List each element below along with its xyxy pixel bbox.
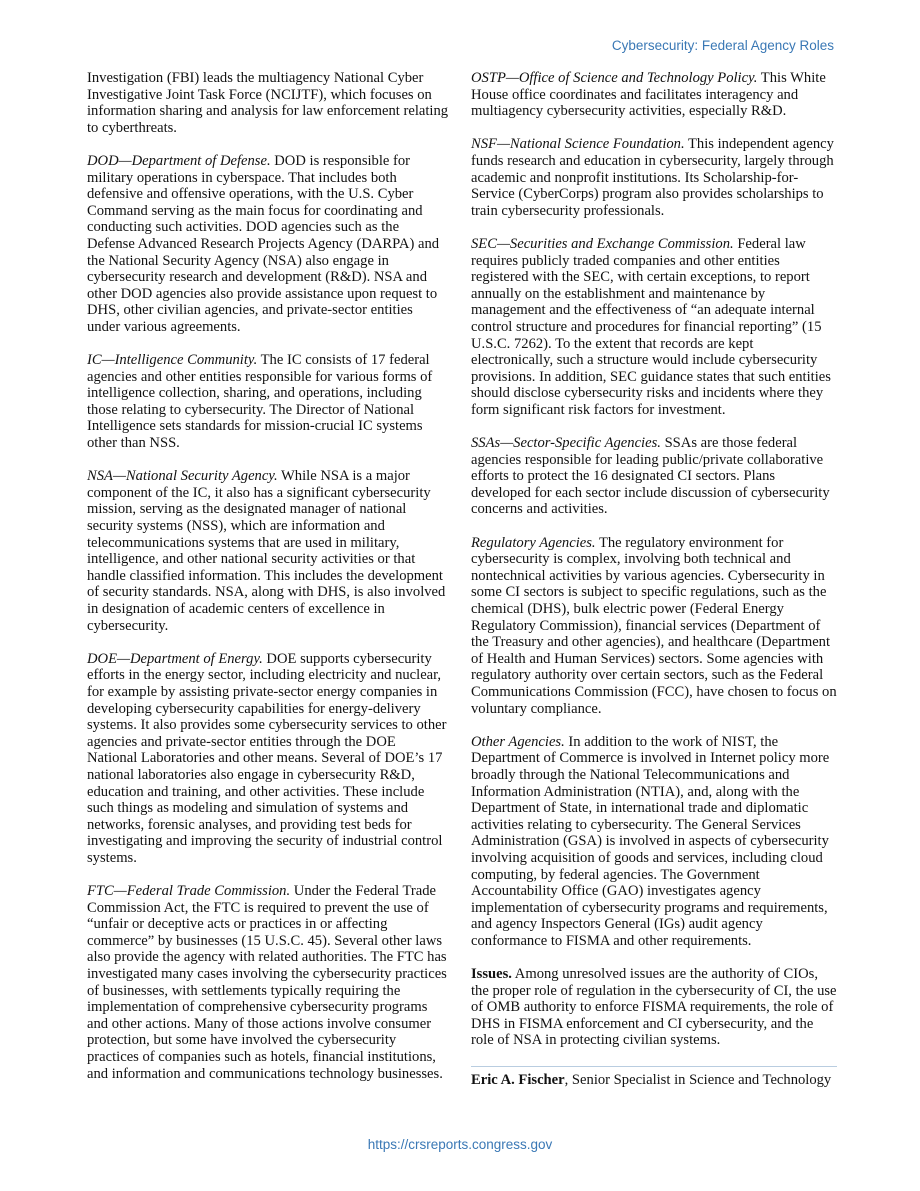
term-nsf: NSF—National Science Foundation. [471,136,685,153]
paragraph-text: SSAs are those federal agencies responsible for leading public/private collaborative efforts to protect the 16 designated CI sectors. Plans developed for each sector include discussion of cybersecurity concerns and activities. [471,435,830,518]
paragraph-nsa [87,468,449,634]
paragraph-text: The regulatory environment for cybersecurity is complex, involving both technical and nontechnical activities by various agencies. Cybersecurity in some CI sectors is subject to specific regulations, such as the chemical (DHS), bulk electric power (Federal Energy Regulatory Commission), financial services (Department of the Treasury and other agencies), and healthcare (Department of Health and Human Services) sectors. Some agencies with regulatory authority over certain sectors, such as the Federal Communications Commission (FCC), have chosen to focus on voluntary compliance. [471,534,837,717]
paragraph-text: Among unresolved issues are the authority of CIOs, the proper role of regulation in the cybersecurity of CI, the use of OMB authority to enforce FISMA requirements, the role of DHS in FISMA enforcement and CI cybersecurity, and the role of NSA in protecting civilian systems. [471,966,837,1049]
paragraph-text: Under the Federal Trade Commission Act, the FTC is required to prevent the use of “unfair or deceptive acts or practices in or affecting commerce” by businesses (15 U.S.C. 45). Several other laws also provide the agency with related authorities. The FTC has investigated many cases involving the cybersecurity practices of businesses, with settlements typically requiring the implementation of comprehensive cybersecurity programs and other actions. Many of those actions involve consumer protection, but some have involved the cybersecurity practices of companies such as hotels, financial institutions, and information and communications technology businesses. [87,883,447,1082]
term-nsa: NSA—National Security Agency. [87,468,278,485]
left-column [87,70,449,1099]
paragraph-text: This White House office coordinates and facilitates interagency and multiagency cybersecurity activities, especially R&D. [471,70,826,120]
right-column [471,70,837,1105]
author-name: Eric A. Fischer [471,1071,565,1088]
term-ostp: OSTP—Office of Science and Technology Policy. [471,70,758,86]
term-regulatory: Regulatory Agencies. [471,534,596,551]
paragraph-nsf [471,136,837,219]
paragraph-text: While NSA is a major component of the IC, it also has a significant cybersecurity mission, serving as the designated manager of national security systems (NSS), which are information and telecommunications systems that are used in military, intelligence, and other national security activities or that handle classified information. This includes the development of security standards. NSA, along with DHS, is also involved in designation of academic centers of excellence in cybersecurity. [87,468,446,634]
paragraph-dod [87,153,449,336]
term-doe: DOE—Department of Energy. [87,650,263,667]
term-ssas: SSAs—Sector-Specific Agencies. [471,435,661,452]
term-ic: IC—Intelligence Community. [87,352,258,369]
paragraph-text: DOE supports cybersecurity efforts in the energy sector, including electricity and nuclear, for example by assisting private-sector energy companies in developing cybersecurity capabilities for energy-delivery systems. It also provides some cybersecurity services to other agencies and private-sector entities through the DOE National Laboratories and other means. Several of DOE’s 17 national laboratories also engage in cybersecurity R&D, education and training, and other activities. These include such things as modeling and simulation of systems and networks, forensic analyses, and providing test beds for investigating and improving the security of industrial control systems. [87,650,447,866]
paragraph-ftc [87,883,449,1082]
author-line [471,1072,837,1089]
paragraph-ic [87,352,449,452]
term-issues: Issues. [471,966,512,983]
paragraph-text: Investigation (FBI) leads the multiagency National Cyber Investigative Joint Task Force (NCIJTF), which focuses on information sharing and analysis for law enforcement relating to cyberthreats. [87,70,449,136]
paragraph-text: The IC consists of 17 federal agencies and other entities responsible for various forms of intelligence collection, sharing, and operations, including those relating to cybersecurity. The Director of National Intelligence sets standards for mission-crucial IC systems other than NSS. [87,352,433,452]
paragraph-sec [471,236,837,419]
term-ftc: FTC—Federal Trade Commission. [87,883,291,900]
paragraph-fbi-continued [87,70,449,136]
paragraph-regulatory [471,535,837,718]
term-sec: SEC—Securities and Exchange Commission. [471,235,734,252]
author-divider [471,1066,837,1067]
paragraph-ostp [471,70,837,120]
paragraph-text: Federal law requires publicly traded companies and other entities registered with the SEC, with certain exceptions, to report annually on the establishment and maintenance by management and the effectiveness of “an adequate internal control structure and procedures for financial reporting” (15 U.S.C. 7262). To the extent that records are kept electronically, such a structure would include cybersecurity provisions. In addition, SEC guidance states that such entities should disclose cybersecurity risks and incidents where they form significant risk factors for investment. [471,235,831,418]
author-title: , Senior Specialist in Science and Technology [564,1071,832,1088]
paragraph-ssas [471,435,837,518]
paragraph-text: In addition to the work of NIST, the Department of Commerce is involved in Internet policy more broadly through the National Telecommunications and Information Administration (NTIA), and, along with the Department of State, in international trade and diplomatic activities relating to cybersecurity. The General Services Administration (GSA) is involved in aspects of cybersecurity involving acquisition of goods and services, including cloud computing, by federal agencies. The Government Accountability Office (GAO) investigates agency implementation of cybersecurity programs and requirements, and agency Inspectors General (IGs) audit agency conformance to FISMA and other requirements. [471,733,830,949]
footer-url[interactable]: https://crsreports.congress.gov [367,1137,553,1152]
paragraph-doe [87,651,449,867]
paragraph-text: DOD is responsible for military operations in cyberspace. That includes both defensive and offensive operations, with the U.S. Cyber Command serving as the main focus for coordinating and conducting such activities. DOD agencies such as the Defense Advanced Research Projects Agency (DARPA) and the National Security Agency (NSA) also engage in cybersecurity research and development (R&D). NSA and other DOD agencies also provide assistance upon request to DHS, other civilian agencies, and private-sector entities under various agreements. [87,152,440,335]
paragraph-text: This independent agency funds research and education in cybersecurity, largely through academic and nonprofit institutions. Its Scholarship-for-Service (CyberCorps) program also provides scholarships to train cybersecurity professionals. [471,136,834,219]
paragraph-issues [471,966,837,1049]
paragraph-other-agencies [471,734,837,950]
term-other-agencies: Other Agencies. [471,733,565,750]
running-header: Cybersecurity: Federal Agency Roles [611,38,834,53]
term-dod: DOD—Department of Defense. [87,152,271,169]
